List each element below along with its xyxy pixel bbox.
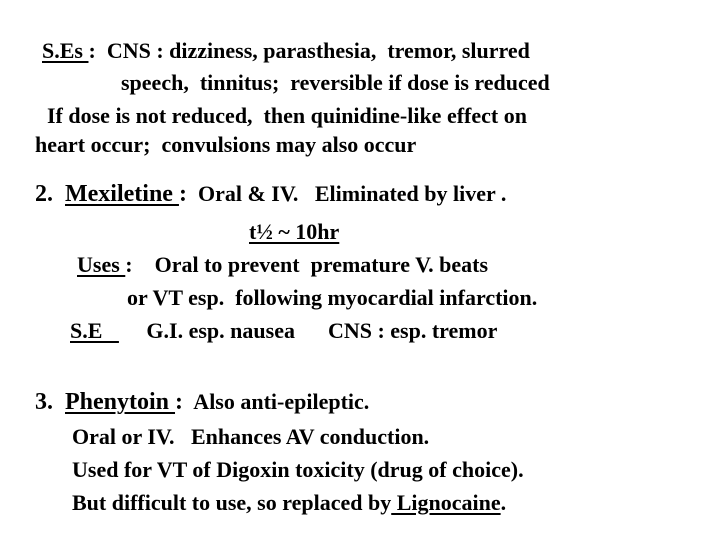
phenytoin-line-2: Used for VT of Digoxin toxicity (drug of choice). bbox=[72, 457, 524, 482]
mexiletine-uses-line-1 bbox=[77, 254, 488, 276]
phenytoin-heading bbox=[35, 390, 369, 414]
mexiletine-desc: Oral & IV. Eliminated by liver . bbox=[186, 181, 507, 206]
phenytoin-line-1: Oral or IV. Enhances AV conduction. bbox=[72, 424, 430, 449]
se-label: S.Es bbox=[42, 38, 89, 63]
mexiletine-se-line bbox=[70, 320, 497, 342]
lignocaine-link-text: Lignocaine bbox=[391, 490, 501, 515]
mexiletine-se-label: S.E bbox=[70, 318, 119, 343]
mexiletine-colon: : bbox=[178, 181, 187, 207]
phenytoin-period: . bbox=[500, 490, 507, 515]
phenytoin-colon: : bbox=[175, 389, 190, 415]
phenytoin-name: Phenytoin bbox=[65, 389, 176, 415]
mexiletine-uses-line-2: or VT esp. following myocardial infarction. bbox=[127, 285, 538, 310]
phenytoin-line-3 bbox=[72, 492, 506, 514]
phenytoin-number: 3. bbox=[35, 389, 65, 415]
se-intro-line-3: If dose is not reduced, then quinidine-like effect on bbox=[47, 103, 527, 128]
mexiletine-heading bbox=[35, 182, 506, 206]
se-intro-line-1 bbox=[42, 40, 530, 62]
mexiletine-uses-label: Uses bbox=[77, 252, 126, 277]
phenytoin-line-3-text: But difficult to use, so replaced by bbox=[72, 490, 392, 515]
se-intro-line-4: heart occur; convulsions may also occur bbox=[35, 132, 417, 157]
mexiletine-name: Mexiletine bbox=[65, 181, 179, 207]
se-colon: : bbox=[88, 38, 107, 63]
mexiletine-uses-colon: : bbox=[125, 252, 155, 277]
phenytoin-desc: Also anti-epileptic. bbox=[189, 389, 370, 414]
se-intro-line-2: speech, tinnitus; reversible if dose is reduced bbox=[121, 70, 550, 95]
se-intro-text-1: CNS : dizziness, parasthesia, tremor, slurred bbox=[106, 38, 530, 63]
mexiletine-number: 2. bbox=[35, 181, 65, 207]
mexiletine-se-text: G.I. esp. nausea CNS : esp. tremor bbox=[118, 318, 498, 343]
mexiletine-half-life: t½ ~ 10hr bbox=[249, 219, 340, 244]
mexiletine-uses-text-1: Oral to prevent premature V. beats bbox=[154, 252, 489, 277]
